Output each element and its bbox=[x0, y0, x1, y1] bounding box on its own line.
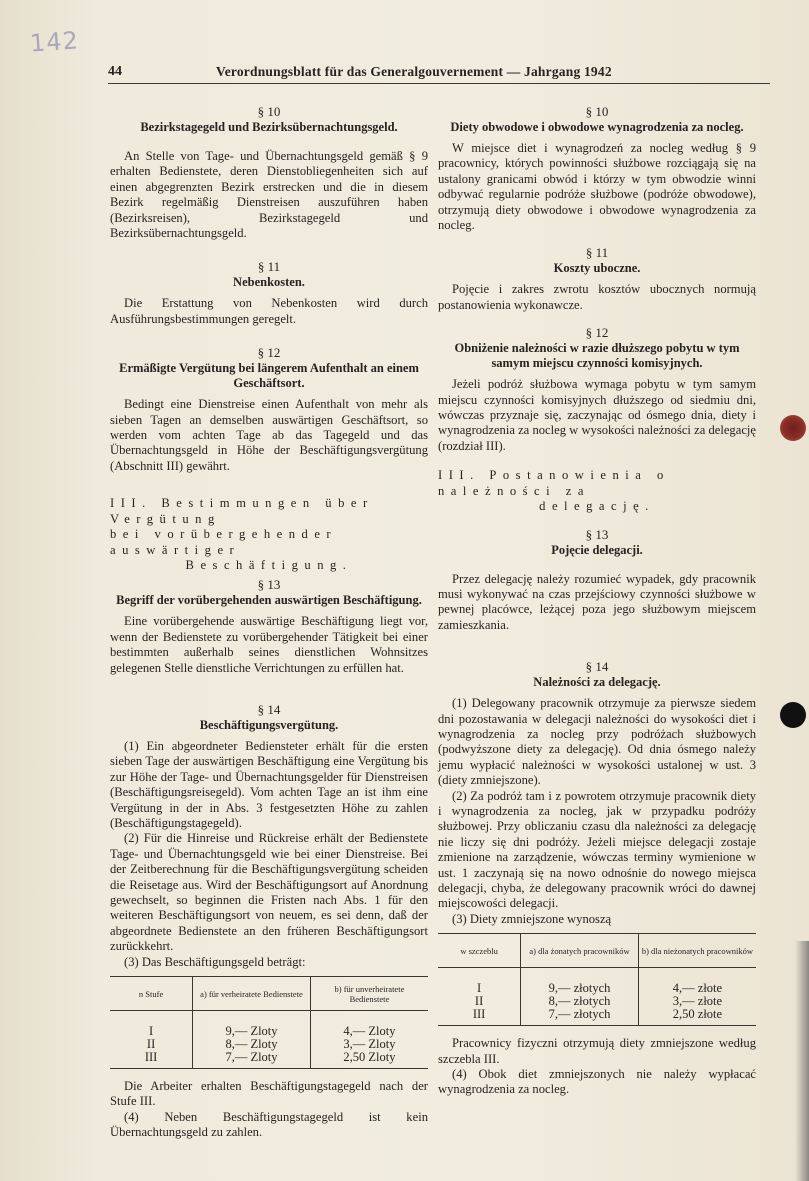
table-header-row bbox=[110, 977, 428, 1011]
handwritten-page-note: 142 bbox=[29, 26, 80, 58]
part-heading-line: delegację. bbox=[539, 499, 655, 514]
table-cell: 8,— złotych bbox=[521, 995, 639, 1008]
paragraph: Bedingt eine Dienstreise einen Aufenthalt von mehr als sieben Tagen an demselben auswärtigen Geschäftsort, so werden vom achten Tage ab das Tagegeld und das Übernachtungsgeld in Höhe der Beschäftigungsvergütung (Abschnitt III) gewährt. bbox=[110, 397, 428, 473]
rates-table bbox=[438, 933, 756, 1026]
paragraph: (3) Das Beschäftigungsgeld beträgt: bbox=[124, 954, 306, 969]
part-heading-line: Beschäftigung. bbox=[185, 557, 353, 572]
table-cell: 2,50 złote bbox=[638, 1008, 756, 1026]
section-number: § 10 bbox=[257, 104, 281, 119]
section-title: Należności za delegację. bbox=[533, 675, 661, 690]
part-heading-line: bei vorübergehender auswärtiger bbox=[110, 527, 338, 557]
section-number: § 12 bbox=[585, 325, 609, 341]
table-cell: I bbox=[477, 981, 482, 996]
table-cell: 4,— Zloty bbox=[310, 1011, 428, 1039]
page-header bbox=[108, 64, 770, 82]
paragraph: Eine vorübergehende auswärtige Beschäftigung liegt vor, wenn der Bedienstete zu vorübergehender Tätigkeit bei einer bestimmten außerhalb seines dienstlichen Wohnsitzes gelegenen Stelle dienstliche Verrichtungen zu erfüllen hat. bbox=[110, 614, 428, 675]
section-number: § 10 bbox=[585, 104, 609, 119]
table-cell: III bbox=[144, 1050, 158, 1065]
header-rule bbox=[108, 83, 770, 84]
section-title: Koszty uboczne. bbox=[553, 261, 641, 276]
rates-table bbox=[110, 976, 428, 1069]
paragraph: An Stelle von Tage- und Übernachtungsgeld gemäß § 9 erhalten Bedienstete, deren Dienstobliegenheiten sich auf einen abgegrenzten Bezirk erstrecken und die in diesem Bezirk regelmäßig Dienstreisen auszuführen haben (Bezirksreisen), Bezirkstagegeld und Bezirksübernachtungsgeld. bbox=[110, 149, 428, 241]
table-cell: II bbox=[146, 1037, 156, 1052]
paragraph: Die Arbeiter erhalten Beschäftigungstagegeld nach der Stufe III. bbox=[110, 1079, 428, 1109]
section-title: Pojęcie delegacji. bbox=[551, 542, 643, 557]
part-heading-line: III. Bestimmungen über Vergütung bbox=[110, 496, 374, 526]
table-header-row bbox=[438, 934, 756, 968]
table-header: a) dla żonatych pracowników bbox=[521, 934, 639, 968]
table-cell: 3,— Zloty bbox=[310, 1038, 428, 1051]
paragraph: Jeżeli podróż służbowa wymaga pobytu w tym samym miejscu czynności komisyjnych dłuższego od siedmiu dni, wówczas przyznaje się, zaczynając od ósmego dnia, diety i wynagrodzenia za nocleg w wysokości należności za delegację (rozdział III). bbox=[438, 377, 756, 453]
table-cell: III bbox=[472, 1007, 486, 1022]
table-header: n Stufe bbox=[138, 988, 164, 999]
table-cell: 7,— złotych bbox=[521, 1008, 639, 1026]
table-header: a) für verheiratete Bedienstete bbox=[193, 977, 311, 1011]
table-header: b) dla nieżonatych pracowników bbox=[638, 934, 756, 968]
section-number: § 11 bbox=[257, 259, 281, 275]
table-cell: 9,— Zloty bbox=[193, 1011, 311, 1039]
table-row bbox=[438, 1008, 756, 1026]
paragraph: Die Erstattung von Nebenkosten wird durch Ausführungsbestimmungen geregelt. bbox=[110, 296, 428, 326]
section-number: § 13 bbox=[257, 577, 281, 593]
table-header: b) für unverheiratete Bedienstete bbox=[310, 977, 428, 1011]
table-cell: II bbox=[474, 994, 484, 1009]
table-header: w szczeblu bbox=[460, 945, 498, 956]
table-cell: 7,— Zloty bbox=[193, 1051, 311, 1069]
section-title: Begriff der vorübergehenden auswärtigen Beschäftigung. bbox=[116, 593, 422, 608]
section-title: Diety obwodowe i obwodowe wynagrodzenia za nocleg. bbox=[450, 120, 744, 134]
paragraph: (2) Für die Hinreise und Rückreise erhält der Bedienstete Tage- und Übernachtungsgeld wie bei einer Dienstreise. Bei der Zeitberechnung für die Beschäftigungsvergütung scheiden die Reisetage aus. Wird der Beschäftigungsort auf Anordnung gewechselt, so beginnen die Fristen nach Abs. 1 für den weiteren Beschäftigungsort von neuem, es sei denn, daß der abgeordnete Bedienstete an den früheren Beschäftigungsort zurückkehrt. bbox=[110, 831, 428, 954]
table-cell: 9,— złotych bbox=[521, 968, 639, 996]
section-title: Beschäftigungsvergütung. bbox=[199, 717, 339, 732]
paragraph: (3) Diety zmniejszone wynoszą bbox=[452, 911, 612, 926]
paragraph: (2) Za podróż tam i z powrotem otrzymuje pracownik diety i wynagrodzenia za nocleg, jak w przypadku podróży służbowej. Przy obliczaniu czasu dla należności za delegację nie liczy się dni podróży. Jeżeli miejsce delegacji zostaje zmienione na zarządzenie, wówczas terminy wymienione w ust. 1 zaczynają się na nowo odnośnie do nowego miejsca delegacji, chyba, że delegowany pracownik wróci do dawnej miejscowości delegacji. bbox=[438, 788, 756, 911]
section-number: § 11 bbox=[585, 245, 609, 261]
part-heading-line: III. Postanowienia o należności za bbox=[438, 468, 670, 498]
table-cell: 3,— złote bbox=[638, 995, 756, 1008]
section-number: § 12 bbox=[257, 345, 281, 361]
paragraph: Pracownicy fizyczni otrzymują diety zmniejszone według szczebla III. bbox=[438, 1036, 756, 1066]
paragraph: (4) Neben Beschäftigungstagegeld ist kein Übernachtungsgeld zu zahlen. bbox=[110, 1109, 428, 1140]
table-row bbox=[110, 1051, 428, 1069]
page-edge-shadow bbox=[795, 941, 809, 1181]
section-title: Obniżenie należności w razie dłuższego pobytu w tym samym miejscu czynności komisyjnych. bbox=[454, 341, 740, 371]
german-column bbox=[110, 100, 428, 1141]
paragraph: (1) Ein abgeordneter Bediensteter erhält für die ersten sieben Tage der auswärtigen Beschäftigung eine Vergütung bis zur Höhe der Tage- und Übernachtungsgelder für Dienstreisen (Beschäftigungsreisegeld). Vom achten Tage an ist ihm eine Vergütung in der in Abs. 3 festgesetzten Höhe zu zahlen (Beschäftigungstagegeld). bbox=[110, 738, 428, 830]
paragraph: Pojęcie i zakres zwrotu kosztów ubocznych normują postanowienia wykonawcze. bbox=[438, 282, 756, 312]
section-title: Bezirkstagegeld und Bezirksübernachtungsgeld. bbox=[140, 120, 398, 134]
section-number: § 13 bbox=[585, 526, 609, 542]
table-row bbox=[438, 968, 756, 996]
table-cell: 2,50 Zloty bbox=[310, 1051, 428, 1069]
section-number: § 14 bbox=[257, 701, 281, 717]
table-cell: 4,— złote bbox=[638, 968, 756, 996]
section-title: Ermäßigte Vergütung bei längerem Aufenthalt an einem Geschäftsort. bbox=[119, 361, 419, 391]
binding-hole bbox=[780, 702, 806, 728]
section-title: Nebenkosten. bbox=[233, 275, 305, 290]
paragraph: (1) Delegowany pracownik otrzymuje za pierwsze siedem dni pozostawania w delegacji należności do wysokości diet i wynagrodzenia za nocleg przy podróżach służbowych (podwyższone diety za delegację). Od dnia ósmego należy jemu wypłacić należności w wysokości ustalonej w ust. 3 (diety zmniejszone). bbox=[438, 696, 756, 788]
table-cell: I bbox=[149, 1024, 154, 1039]
paragraph: W miejsce diet i wynagrodzeń za nocleg według § 9 pracownicy, których powinności służbowe rozciągają się na ustalony granicami obwód i którzy w tym obwodzie winni odbywać regularnie podróże służbowe (podróże obwodowe), otrzymują diety obwodowe i obwodowe wynagrodzenia za nocleg. bbox=[438, 141, 756, 233]
running-head: Verordnungsblatt für das Generalgouvernement — Jahrgang 1942 bbox=[216, 64, 612, 79]
section-number: § 14 bbox=[585, 659, 609, 675]
paragraph: (4) Obok diet zmniejszonych nie należy wypłacać wynagrodzenia za nocleg. bbox=[438, 1067, 756, 1097]
binding-hole bbox=[780, 415, 806, 441]
paragraph: Przez delegację należy rozumieć wypadek, gdy pracownik musi wykonywać na czas przejściowy czynności służbowe w pewnej placówce, leżącej poza jego służbowym miejscem zamieszkania. bbox=[438, 571, 756, 632]
page-number: 44 bbox=[108, 64, 122, 79]
polish-column bbox=[438, 100, 756, 1098]
table-row bbox=[110, 1011, 428, 1039]
table-cell: 8,— Zloty bbox=[193, 1038, 311, 1051]
